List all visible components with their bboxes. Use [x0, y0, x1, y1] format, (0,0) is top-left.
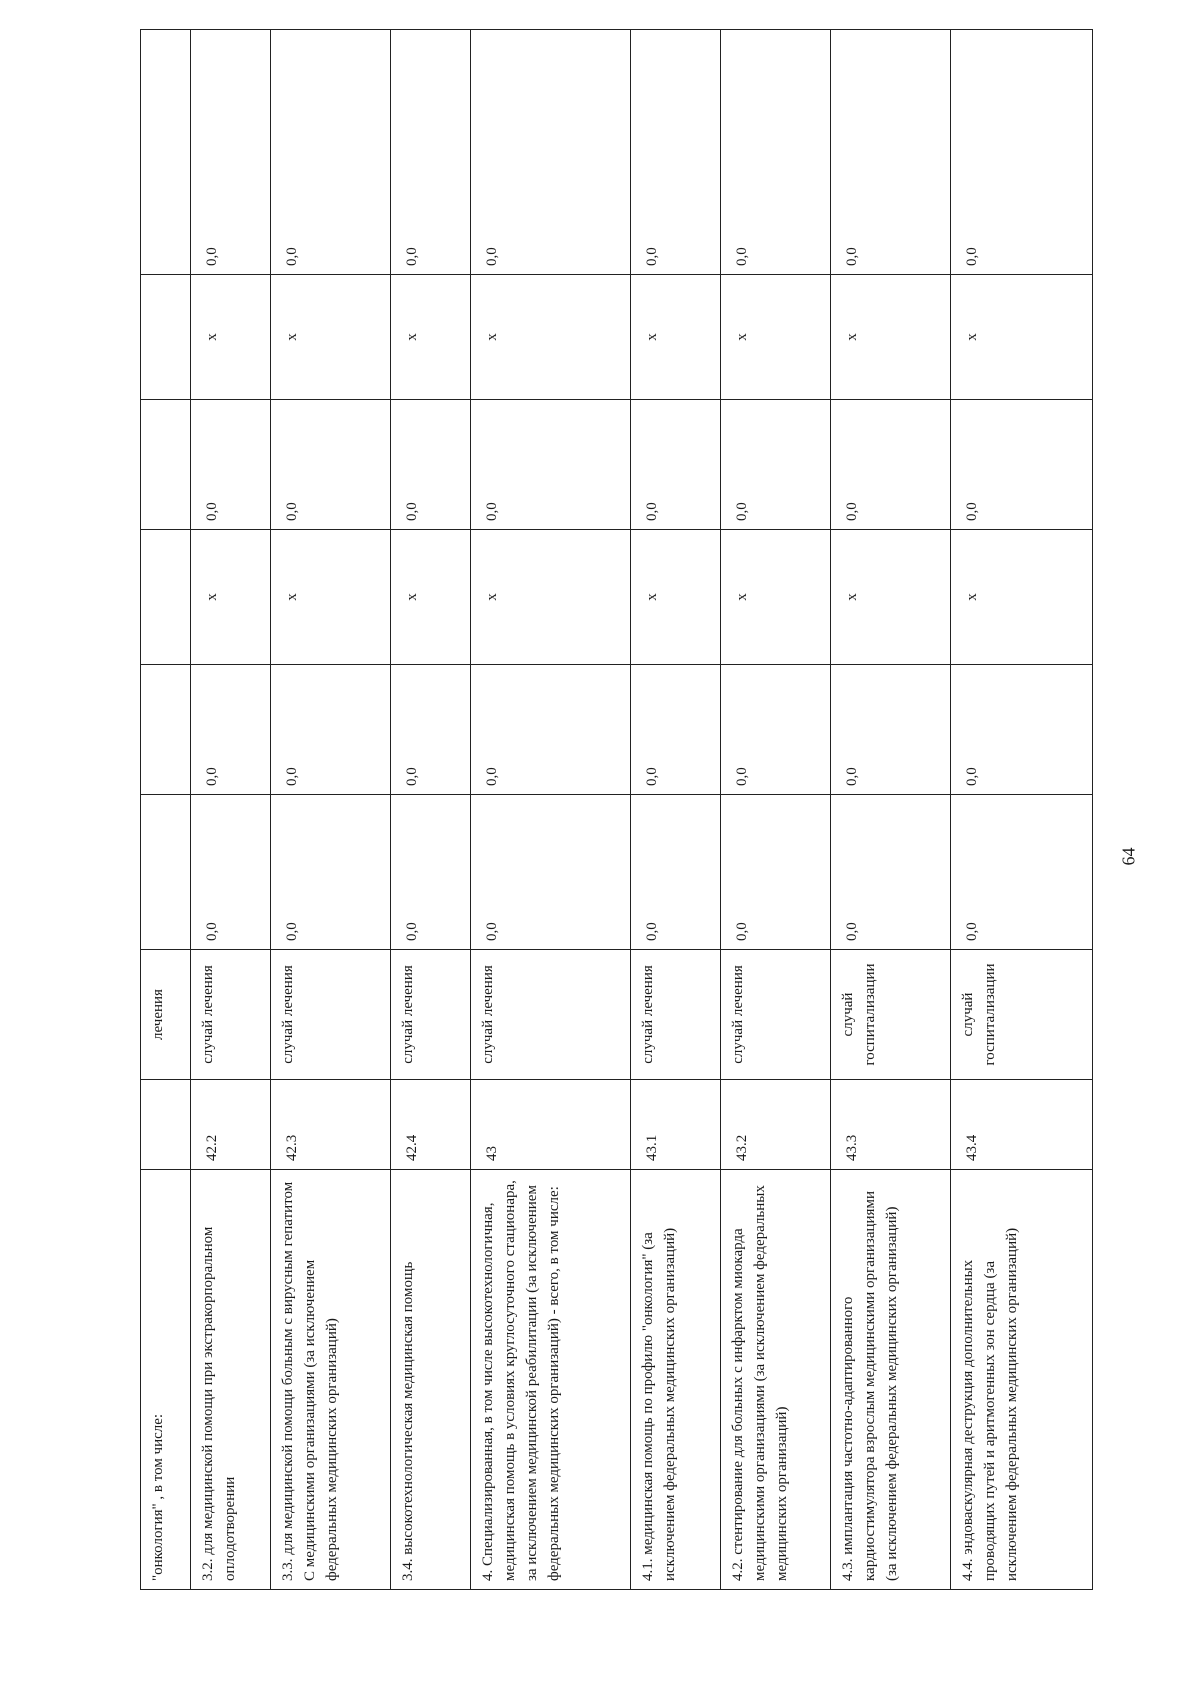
x-cell: [141, 275, 191, 400]
unit-cell: случай лечения: [471, 950, 631, 1080]
row-name-cell: 3.3. для медицинской помощи больным с вирусным гепатитом С медицинскими организациями (за исключением федеральных медицинских организаций): [271, 1170, 391, 1590]
x-cell: х: [951, 275, 1093, 400]
row-name-cell: 4.4. эндоваскулярная деструкция дополнительных проводящих путей и аритмогенных зон сердца (за исключением федеральных медицинских организаций): [951, 1170, 1093, 1590]
value-cell: [141, 665, 191, 795]
row-code-cell: [141, 1080, 191, 1170]
unit-cell: случай лечения: [631, 950, 721, 1080]
value-cell: 0,0: [831, 30, 951, 275]
value-cell: [141, 795, 191, 950]
value-cell: 0,0: [471, 665, 631, 795]
value-cell: 0,0: [271, 30, 391, 275]
x-cell: х: [951, 530, 1093, 665]
row-name-cell: "онкология" , в том числе:: [141, 1170, 191, 1590]
row-name-cell: 4.3. имплантация частотно-адаптированного кардиостимулятора взрослым медицинскими организациями (за исключением федеральных медицинских организаций): [831, 1170, 951, 1590]
value-cell: 0,0: [721, 400, 831, 530]
row-name-cell: 4.1. медицинская помощь по профилю "онкология" (за исключением федеральных медицинских организаций): [631, 1170, 721, 1590]
row-code-cell: 43.3: [831, 1080, 951, 1170]
value-cell: 0,0: [831, 795, 951, 950]
table-row: [471, 30, 631, 1590]
value-cell: 0,0: [951, 30, 1093, 275]
value-cell: 0,0: [391, 795, 471, 950]
value-cell: 0,0: [951, 665, 1093, 795]
row-code-cell: 42.2: [191, 1080, 271, 1170]
value-cell: 0,0: [831, 665, 951, 795]
x-cell: х: [191, 530, 271, 665]
x-cell: х: [271, 530, 391, 665]
x-cell: х: [391, 275, 471, 400]
x-cell: х: [721, 275, 831, 400]
value-cell: 0,0: [721, 30, 831, 275]
unit-cell: случай госпитализации: [951, 950, 1093, 1080]
table-row: [631, 30, 721, 1590]
value-cell: 0,0: [631, 400, 721, 530]
value-cell: 0,0: [471, 795, 631, 950]
value-cell: 0,0: [951, 795, 1093, 950]
x-cell: х: [471, 530, 631, 665]
row-name-cell: 4.2. стентирование для больных с инфарктом миокарда медицинскими организациями (за исключением федеральных медицинских организаций): [721, 1170, 831, 1590]
value-cell: 0,0: [391, 400, 471, 530]
row-code-cell: 43: [471, 1080, 631, 1170]
x-cell: х: [831, 530, 951, 665]
value-cell: [141, 30, 191, 275]
row-code-cell: 42.4: [391, 1080, 471, 1170]
value-cell: 0,0: [391, 30, 471, 275]
x-cell: х: [631, 530, 721, 665]
value-cell: 0,0: [951, 400, 1093, 530]
value-cell: 0,0: [191, 795, 271, 950]
value-cell: 0,0: [721, 665, 831, 795]
value-cell: [141, 400, 191, 530]
table-row: [721, 30, 831, 1590]
value-cell: 0,0: [631, 30, 721, 275]
page-number: 64: [1118, 847, 1139, 866]
table-row: [191, 30, 271, 1590]
value-cell: 0,0: [191, 400, 271, 530]
x-cell: х: [831, 275, 951, 400]
unit-cell: лечения: [141, 950, 191, 1080]
table-row: [391, 30, 471, 1590]
row-name-cell: 4. Специализированная, в том числе высокотехнологичная, медицинская помощь в условиях круглосуточного стационара, за исключением медицинской реабилитации (за исключением федеральных медицинских организаций) - всего, в том числе:: [471, 1170, 631, 1590]
table-row: [141, 30, 191, 1590]
x-cell: х: [191, 275, 271, 400]
table-row: [271, 30, 391, 1590]
unit-cell: случай лечения: [191, 950, 271, 1080]
x-cell: х: [391, 530, 471, 665]
value-cell: 0,0: [391, 665, 471, 795]
value-cell: 0,0: [831, 400, 951, 530]
value-cell: 0,0: [471, 30, 631, 275]
x-cell: х: [631, 275, 721, 400]
value-cell: 0,0: [631, 795, 721, 950]
x-cell: х: [721, 530, 831, 665]
value-cell: 0,0: [191, 665, 271, 795]
table-row: [951, 30, 1093, 1590]
x-cell: [141, 530, 191, 665]
row-code-cell: 43.2: [721, 1080, 831, 1170]
unit-cell: случай лечения: [271, 950, 391, 1080]
row-name-cell: 3.4. высокотехнологическая медицинская помощь: [391, 1170, 471, 1590]
row-code-cell: 43.1: [631, 1080, 721, 1170]
value-cell: 0,0: [721, 795, 831, 950]
unit-cell: случай госпитализации: [831, 950, 951, 1080]
row-name-cell: 3.2. для медицинской помощи при экстракорпоральном оплодотворении: [191, 1170, 271, 1590]
value-cell: 0,0: [471, 400, 631, 530]
table-row: [831, 30, 951, 1590]
value-cell: 0,0: [631, 665, 721, 795]
x-cell: х: [471, 275, 631, 400]
data-table: [140, 29, 1093, 1590]
value-cell: 0,0: [191, 30, 271, 275]
unit-cell: случай лечения: [721, 950, 831, 1080]
unit-cell: случай лечения: [391, 950, 471, 1080]
x-cell: х: [271, 275, 391, 400]
row-code-cell: 42.3: [271, 1080, 391, 1170]
rotated-page: [140, 30, 1092, 1590]
value-cell: 0,0: [271, 795, 391, 950]
value-cell: 0,0: [271, 665, 391, 795]
value-cell: 0,0: [271, 400, 391, 530]
row-code-cell: 43.4: [951, 1080, 1093, 1170]
